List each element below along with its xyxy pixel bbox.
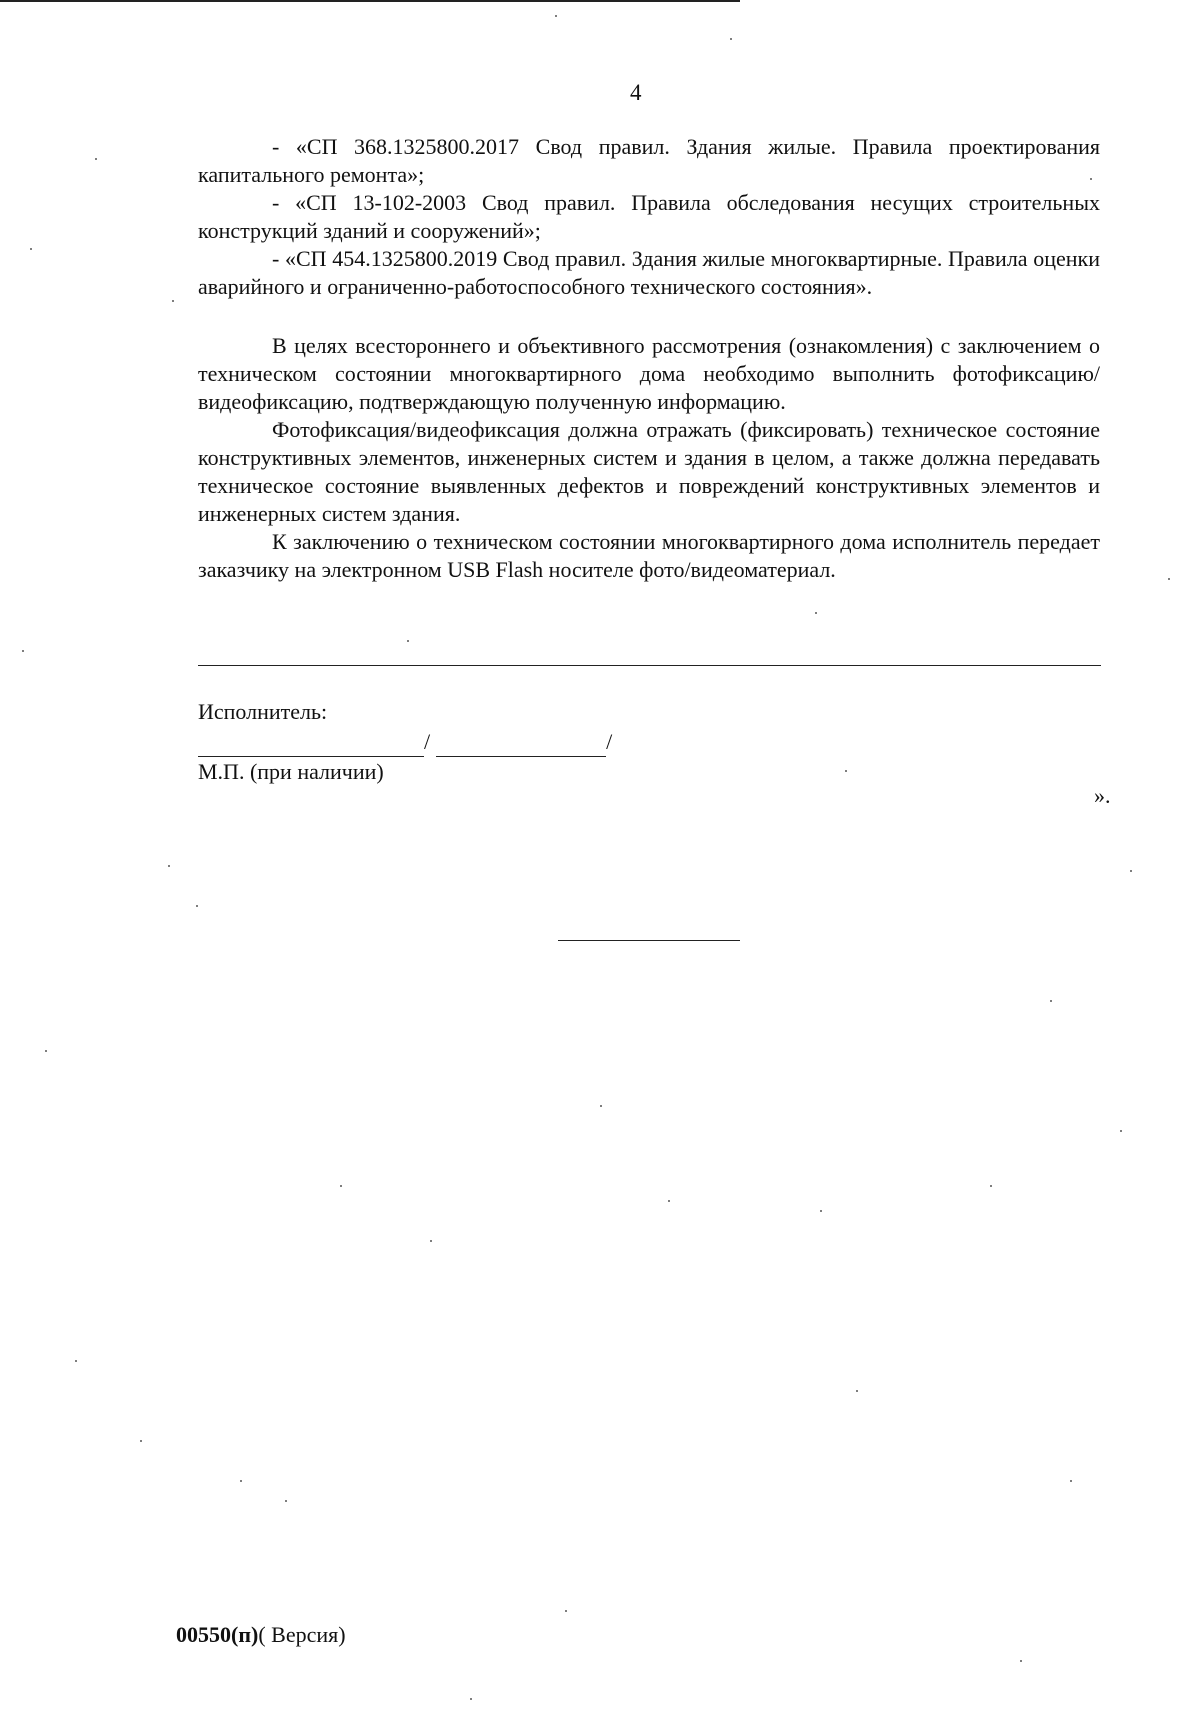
scan-speck — [172, 300, 174, 302]
scan-speck — [845, 770, 847, 772]
body-paragraphs — [198, 332, 1100, 584]
scan-speck — [240, 1480, 242, 1482]
signature-label: Исполнитель: — [198, 699, 328, 724]
scan-top-edge — [0, 0, 740, 2]
references-list — [198, 133, 1100, 301]
scan-speck — [815, 612, 817, 614]
reference-item: - «СП 454.1325800.2019 Свод правил. Здания жилые многоквартирные. Правила оценки аварийного и ограниченно-работоспособного технического состояния». — [198, 246, 1100, 299]
footer-code — [176, 1622, 346, 1648]
scan-speck — [1130, 870, 1132, 872]
scan-speck — [668, 1200, 670, 1202]
paragraph: Фотофиксация/видеофиксация должна отражать (фиксировать) техническое состояние конструктивных элементов, инженерных систем и здания в целом, а также должна передавать техническое состояние выявленных дефектов и повреждений конструктивных элементов и инженерных систем здания. — [198, 417, 1100, 526]
end-rule — [558, 940, 740, 941]
page-number: 4 — [630, 80, 642, 105]
scan-speck — [407, 640, 409, 642]
scan-speck — [470, 1698, 472, 1700]
document-code: 00550(п) — [176, 1622, 259, 1647]
scan-speck — [1070, 1480, 1072, 1482]
scan-speck — [196, 905, 198, 907]
signature-line — [198, 734, 424, 757]
section-divider — [198, 665, 1101, 666]
closing-quote: ». — [1094, 783, 1111, 808]
scan-speck — [1050, 1000, 1052, 1002]
signature-separator: / — [424, 729, 431, 754]
document-version: ( Версия) — [258, 1622, 346, 1647]
name-line — [436, 734, 606, 757]
scan-speck — [856, 1390, 858, 1392]
scan-speck — [730, 38, 732, 40]
scan-speck — [1120, 1130, 1122, 1132]
scan-speck — [820, 1210, 822, 1212]
scan-speck — [565, 1610, 567, 1612]
scan-speck — [30, 248, 32, 250]
scan-speck — [168, 865, 170, 867]
scan-speck — [600, 1105, 602, 1107]
scan-speck — [1020, 1660, 1022, 1662]
reference-item: - «СП 13-102-2003 Свод правил. Правила обследования несущих строительных конструкций зданий и сооружений»; — [198, 190, 1100, 243]
scan-speck — [430, 1240, 432, 1242]
scan-speck — [1090, 178, 1092, 180]
signature-end-separator: / — [606, 729, 613, 754]
scan-speck — [22, 650, 24, 652]
scan-speck — [555, 15, 557, 17]
signature-lines — [198, 727, 612, 757]
signature-block — [198, 697, 612, 787]
scan-speck — [45, 1050, 47, 1052]
scan-speck — [95, 158, 97, 160]
scan-speck — [285, 1500, 287, 1502]
stamp-note: М.П. (при наличии) — [198, 759, 384, 784]
scan-speck — [1168, 578, 1170, 580]
scan-speck — [75, 1360, 77, 1362]
scan-speck — [990, 1185, 992, 1187]
paragraph: В целях всестороннего и объективного рассмотрения (ознакомления) с заключением о техническом состоянии многоквартирного дома необходимо выполнить фотофиксацию/видеофиксацию, подтверждающую полученную информацию. — [198, 333, 1100, 414]
paragraph: К заключению о техническом состоянии многоквартирного дома исполнитель передает заказчику на электронном USB Flash носителе фото/видеоматериал. — [198, 529, 1100, 582]
reference-item: - «СП 368.1325800.2017 Свод правил. Здания жилые. Правила проектирования капитального ремонта»; — [198, 134, 1100, 187]
scan-speck — [140, 1440, 142, 1442]
scan-speck — [340, 1185, 342, 1187]
